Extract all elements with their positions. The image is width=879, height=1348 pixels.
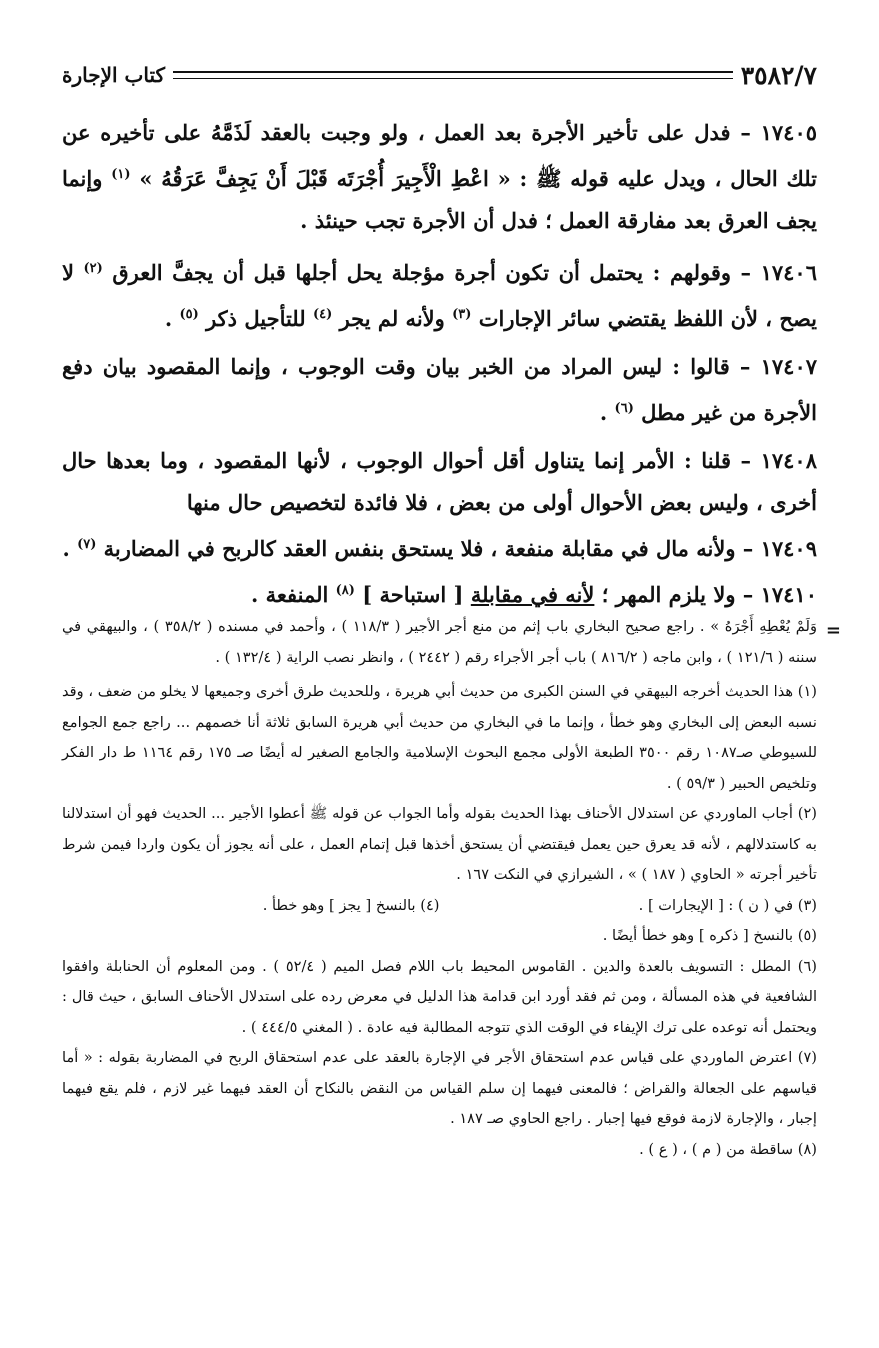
footnote-ref: (٧) [77,537,97,552]
paragraph-17408 [62,440,817,524]
footnote-text: وَلَمْ يُعْطِهِ أَجْرَهُ » . راجع صحيح البخاري باب إثم من منع أجر الأجير ( ١١٨/٣ ) ، وأحمد في مسنده ( ٣٥٨/٢ ) ، والبيهقي في سننه ( ١٢١/٦ ) ، وابن ماجه ( ٨١٦/٢ ) باب أجر الأجراء رقم ( ٢٤٤٢ ) ، وانظر نصب الراية ( ١٣٢/٤ ) . [62,618,818,666]
paragraph-text: – ولأنه مال في مقابلة منفعة ، فلا يستحق بنفس العقد كالربح في المضاربة [103,536,754,561]
page-header [62,58,817,92]
continuation-mark: = [825,620,841,641]
book-title: كتاب الإجارة [62,63,165,87]
footnote-continuation [62,612,841,673]
paragraph-text: – فدل على تأخير الأجرة بعد العمل ، ولو وجبت بالعقد لَذَمَّهُ على تأخيره عن تلك الحال ، ويدل عليه قوله ﷺ : « اعْطِ الْأَجِيرَ أُجْرَتَه قَبْلَ أَنْ يَجِفَّ عَرَقُهُ » [62,120,818,191]
footnote-2: (٢) أجاب الماوردي عن استدلال الأحناف بهذا الحديث بقوله وأما الجواب عن قوله ﷺ أعطوا الأجير ... الحديث فهو أن استدلالنا به كاستدلالهم ، لأنه قد يعرق حين يعمل فيقتضي أن يستحق أخذها قبل إتمام العمل ، على أنه يجوز أن يكون واردا فيمن شرط تأخير أجرته « الحاوي ( ١٨٧ ) » ، الشيرازي في النكت ١٦٧ . [62,805,817,883]
paragraph-text: ولأنه لم يجر [339,306,445,331]
footnote-ref: (٦) [614,401,634,416]
footnote-row-3-4 [62,891,817,922]
paragraph-text: – قالوا : ليس المراد من الخبر بيان وقت الوجوب ، وإنما المقصود بيان دفع الأجرة من غير مطل [62,354,817,425]
paragraph-number: ١٧٤١٠ [760,582,817,607]
footnote-8: (٨) ساقطة من ( م ) ، ( ع ) . [639,1140,817,1158]
paragraph-17409 [62,524,817,570]
paragraph-number: ١٧٤٠٦ [760,260,817,285]
paragraph-number: ١٧٤٠٧ [760,354,818,379]
footnote-5: (٥) بالنسخ [ ذكره ] وهو خطأ أيضًا . [602,927,817,944]
paragraph-text: – ولا يلزم المهر ؛ [601,582,754,607]
paragraph-text: لا يصح ، لأن اللفظ يقتضي سائر الإجارات [62,260,817,331]
footnote-4: (٤) بالنسخ [ يجز ] وهو خطأ . [262,896,440,914]
paragraph-text: المنفعة . [250,582,329,607]
paragraph-17405 [62,112,817,242]
paragraph-number: ١٧٤٠٥ [760,120,818,145]
paragraph-text: . [164,306,173,331]
paragraph-number: ١٧٤٠٩ [760,536,817,561]
paragraph-text: [ استباحة ] [362,582,464,607]
paragraph-17410 [62,570,817,616]
paragraph-17406 [62,248,817,340]
footnote-7: (٧) اعترض الماوردي على قياس عدم استحقاق الأجر في الإجارة بالعقد على عدم استحقاق الربح في المضاربة بقوله : « أما قياسهم على الجعالة والقراض ؛ فالمعنى فيهما إن سلم القياس من النقض بالنكاح أن العقد فيهما غير لازم ، فلم يقع فيهما إجبار ، والإجارة لازمة فوقع فيها إجبار . راجع الحاوي صـ ١٨٧ . [62,1049,817,1127]
paragraph-17407 [62,346,817,434]
paragraph-text: . [62,536,70,561]
page-number: ٣٥٨٢/٧ [740,60,817,90]
footnote-1: (١) هذا الحديث أخرجه البيهقي في السنن الكبرى من حديث أبي هريرة ، وللحديث طرق أخرى وجميعها لا يخلو من ضعف ، وقد نسبه البعض إلى البخاري وهو خطأ ، وإنما ما في البخاري من حديث أبي هريرة السابق ثلاثة أنا خصمهم ... راجع جمع الجوامع للسيوطي صـ١٠٨٧ رقم ٣٥٠٠ الطبعة الأولى مجمع البحوث الإسلامية والجامع الصغير له أيضًا صـ ١٧٥ رقم ١١٦٤ ط دار الفكر وتلخيص الحبير ( ٥٩/٣ ) . [62,683,818,792]
footnote-ref: (١) [111,167,131,182]
footnote-ref: (٢) [83,261,103,276]
paragraph-text: – قلنا : الأمر إنما يتناول أقل أحوال الوجوب ، لأنها المقصود ، وما بعدها حال أخرى ، وليس بعض الأحوال أولى من بعض ، فلا فائدة لتخصيص حال منها [62,448,817,515]
paragraph-text: وإنما يجف العرق بعد مفارقة العمل ؛ فدل أن الأجرة تجب حينئذ . [62,166,817,233]
underlined-text: لأنه في مقابلة [470,582,595,607]
footnote-3: (٣) في ( ن ) : [ الإيجارات ] . [638,896,817,914]
footnote-ref: (٣) [452,307,472,322]
footnote-ref: (٨) [335,583,355,598]
paragraph-text: للتأجيل ذكر [206,306,306,331]
paragraph-text: . [599,400,608,425]
paragraph-number: ١٧٤٠٨ [760,448,817,473]
paragraph-text: – وقولهم : يحتمل أن تكون أجرة مؤجلة يحل أجلها قبل أن يجفَّ العرق [112,260,752,285]
main-text [62,112,817,622]
footnote-ref: (٥) [179,307,199,322]
footnote-ref: (٤) [312,307,333,322]
footnote-6: (٦) المطل : التسويف بالعدة والدين . القاموس المحيط باب اللام فصل الميم ( ٥٢/٤ ) . ومن المعلوم أن الحنابلة وافقوا الشافعية في هذه المسألة ، ومن ثم فقد أورد ابن قدامة هذا الدليل في معرض رده على استدلال الأحناف السابق ، حيث قال : ويحتمل أنه توعده على ترك الإيفاء في الوقت الذي تتوجه المطالبة فيه عادة . ( المغني ٤٤٤/٥ ) . [62,957,817,1036]
footnotes [62,612,841,1165]
header-rule [173,71,733,79]
